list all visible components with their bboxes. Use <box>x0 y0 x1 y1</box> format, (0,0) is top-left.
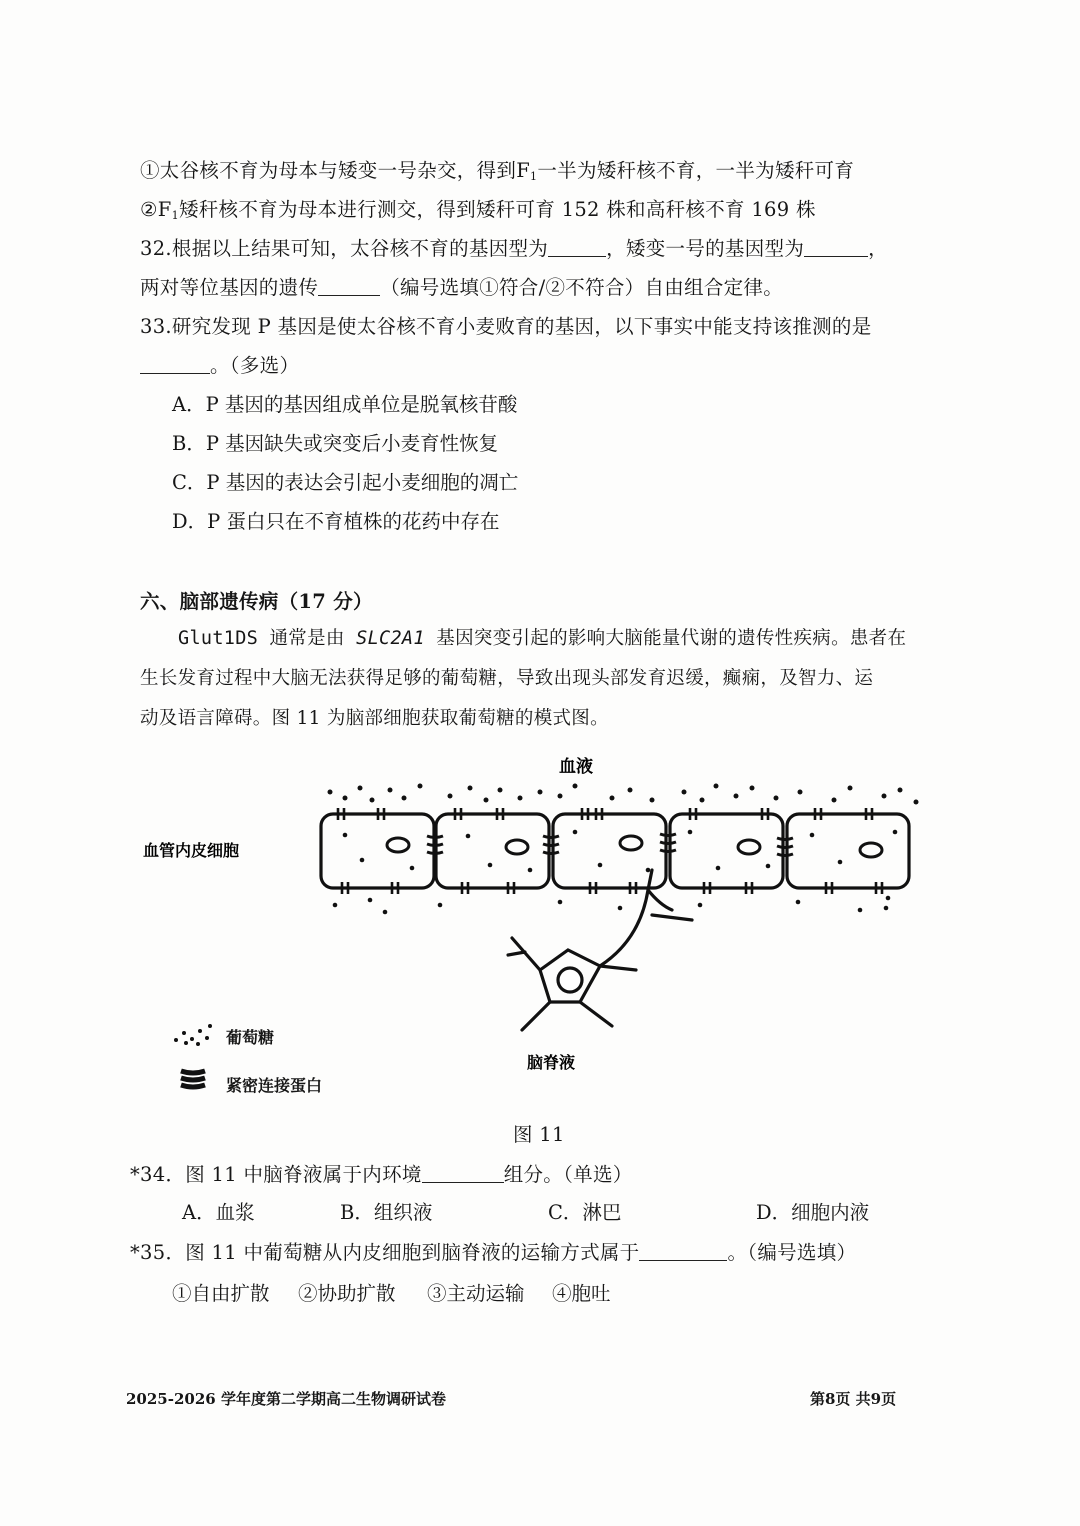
q33-option-c: C．P 基因的表达会引起小麦细胞的凋亡 <box>172 471 519 494</box>
item2-subscript: 1 <box>171 209 179 222</box>
q32-blank-1[interactable] <box>548 238 606 257</box>
item1-text: ①太谷核不育为母本与矮变一号杂交，得到F <box>140 159 531 182</box>
section-6-para-line3: 动及语言障碍。图 11 为脑部细胞获取葡萄糖的模式图。 <box>140 708 609 729</box>
nucleus-icon <box>860 843 882 857</box>
q32-line2-b: （编号选填①符合/②不符合）自由组合定律。 <box>380 276 784 299</box>
q35-text-b: 。（编号选填） <box>727 1241 857 1264</box>
label-blood: 血液 <box>559 757 593 777</box>
membrane-transporters <box>338 808 882 894</box>
q34-text-a: *34．图 11 中脑脊液属于内环境 <box>130 1163 422 1186</box>
question-32-line1 <box>140 236 888 262</box>
legend-glucose-icon <box>174 1024 212 1046</box>
q32-line2-a: 两对等位基因的遗传 <box>140 276 319 299</box>
figure-caption: 图 11 <box>513 1123 565 1146</box>
legend-tight-junction-icon <box>181 1071 205 1087</box>
experiment-item-2 <box>140 197 816 229</box>
nucleus-icon <box>387 838 409 852</box>
legend-glucose-label: 葡萄糖 <box>226 1028 275 1047</box>
footer-exam-title: 2025-2026 学年度第二学期高二生物调研试卷 <box>126 1390 446 1408</box>
q32-text-c: ， <box>868 237 888 260</box>
nuclei <box>387 836 882 857</box>
para1-a: Glut1DS 通常是由 <box>178 628 345 649</box>
label-csf: 脑脊液 <box>527 1053 576 1072</box>
q32-blank-2[interactable] <box>804 238 868 257</box>
section-6-para-line2: 生长发育过程中大脑无法获得足够的葡萄糖，导致出现头部发育迟缓，癫痫，及智力、运 <box>140 668 874 689</box>
question-35 <box>130 1240 856 1266</box>
q34-option-d: D．细胞内液 <box>756 1201 870 1224</box>
label-endothelial-cell: 血管内皮细胞 <box>143 841 240 860</box>
q35-option-1: ①自由扩散 <box>172 1282 270 1305</box>
q35-option-3: ③主动运输 <box>427 1282 525 1305</box>
question-33-line2 <box>140 353 299 379</box>
q33-text: 33.研究发现 P 基因是使太谷核不育小麦败育的基因，以下事实中能支持该推测的是 <box>140 315 872 338</box>
q34-text-b: 组分。（单选） <box>503 1163 633 1186</box>
q32-blank-3[interactable] <box>318 277 380 296</box>
nucleus-icon <box>620 836 642 850</box>
q35-blank[interactable] <box>639 1242 727 1261</box>
q35-option-4: ④胞吐 <box>552 1282 611 1305</box>
endothelial-cell-5 <box>787 814 909 888</box>
endothelial-cell-4 <box>670 814 783 888</box>
item2-text: ②F <box>140 198 172 221</box>
endothelial-cell-row <box>321 814 909 888</box>
footer-page-number: 第8页 共9页 <box>810 1390 897 1408</box>
endothelial-cell-2 <box>436 814 549 888</box>
para1-b: 基因突变引起的影响大脑能量代谢的遗传性疾病。患者在 <box>436 628 907 649</box>
nucleus-icon <box>506 840 528 854</box>
section-6-para-line1 <box>178 626 906 652</box>
q33-blank[interactable] <box>140 355 210 374</box>
item1-subscript: 1 <box>530 170 538 183</box>
q34-option-b: B．组织液 <box>340 1201 433 1224</box>
q32-text-a: 32.根据以上结果可知，太谷核不育的基因型为 <box>140 237 549 260</box>
question-33-line1 <box>140 314 872 340</box>
q33-option-b: B．P 基因缺失或突变后小麦育性恢复 <box>172 432 499 455</box>
item2-rest: 矮秆核不育为母本进行测交，得到矮秆可育 152 株和高秆核不育 169 株 <box>178 198 816 221</box>
section-6-title: 六、脑部遗传病（17 分） <box>140 590 373 613</box>
question-34 <box>130 1162 633 1188</box>
figure-11-diagram <box>0 740 1080 1120</box>
q35-option-2: ②协助扩散 <box>298 1282 396 1305</box>
experiment-item-1 <box>140 158 854 190</box>
gene-name: SLC2A1 <box>356 628 425 649</box>
neuron-cell <box>508 870 692 1030</box>
question-32-line2 <box>140 275 783 301</box>
q33-option-d: D．P 蛋白只在不育植株的花药中存在 <box>172 510 500 533</box>
item1-rest: 一半为矮秆核不育，一半为矮秆可育 <box>537 159 855 182</box>
nucleus-icon <box>738 840 760 854</box>
legend-tight-junction-label: 紧密连接蛋白 <box>226 1076 323 1095</box>
q33-line2: 。（多选） <box>210 354 300 377</box>
endothelial-cell-1 <box>321 814 434 888</box>
q33-option-a: A．P 基因的基因组成单位是脱氧核苷酸 <box>172 393 518 416</box>
q32-text-b: ，矮变一号的基因型为 <box>606 237 805 260</box>
q35-text-a: *35．图 11 中葡萄糖从内皮细胞到脑脊液的运输方式属于 <box>130 1241 640 1264</box>
q34-option-c: C．淋巴 <box>548 1201 622 1224</box>
q34-option-a: A．血浆 <box>182 1201 255 1224</box>
q34-blank[interactable] <box>422 1164 504 1183</box>
